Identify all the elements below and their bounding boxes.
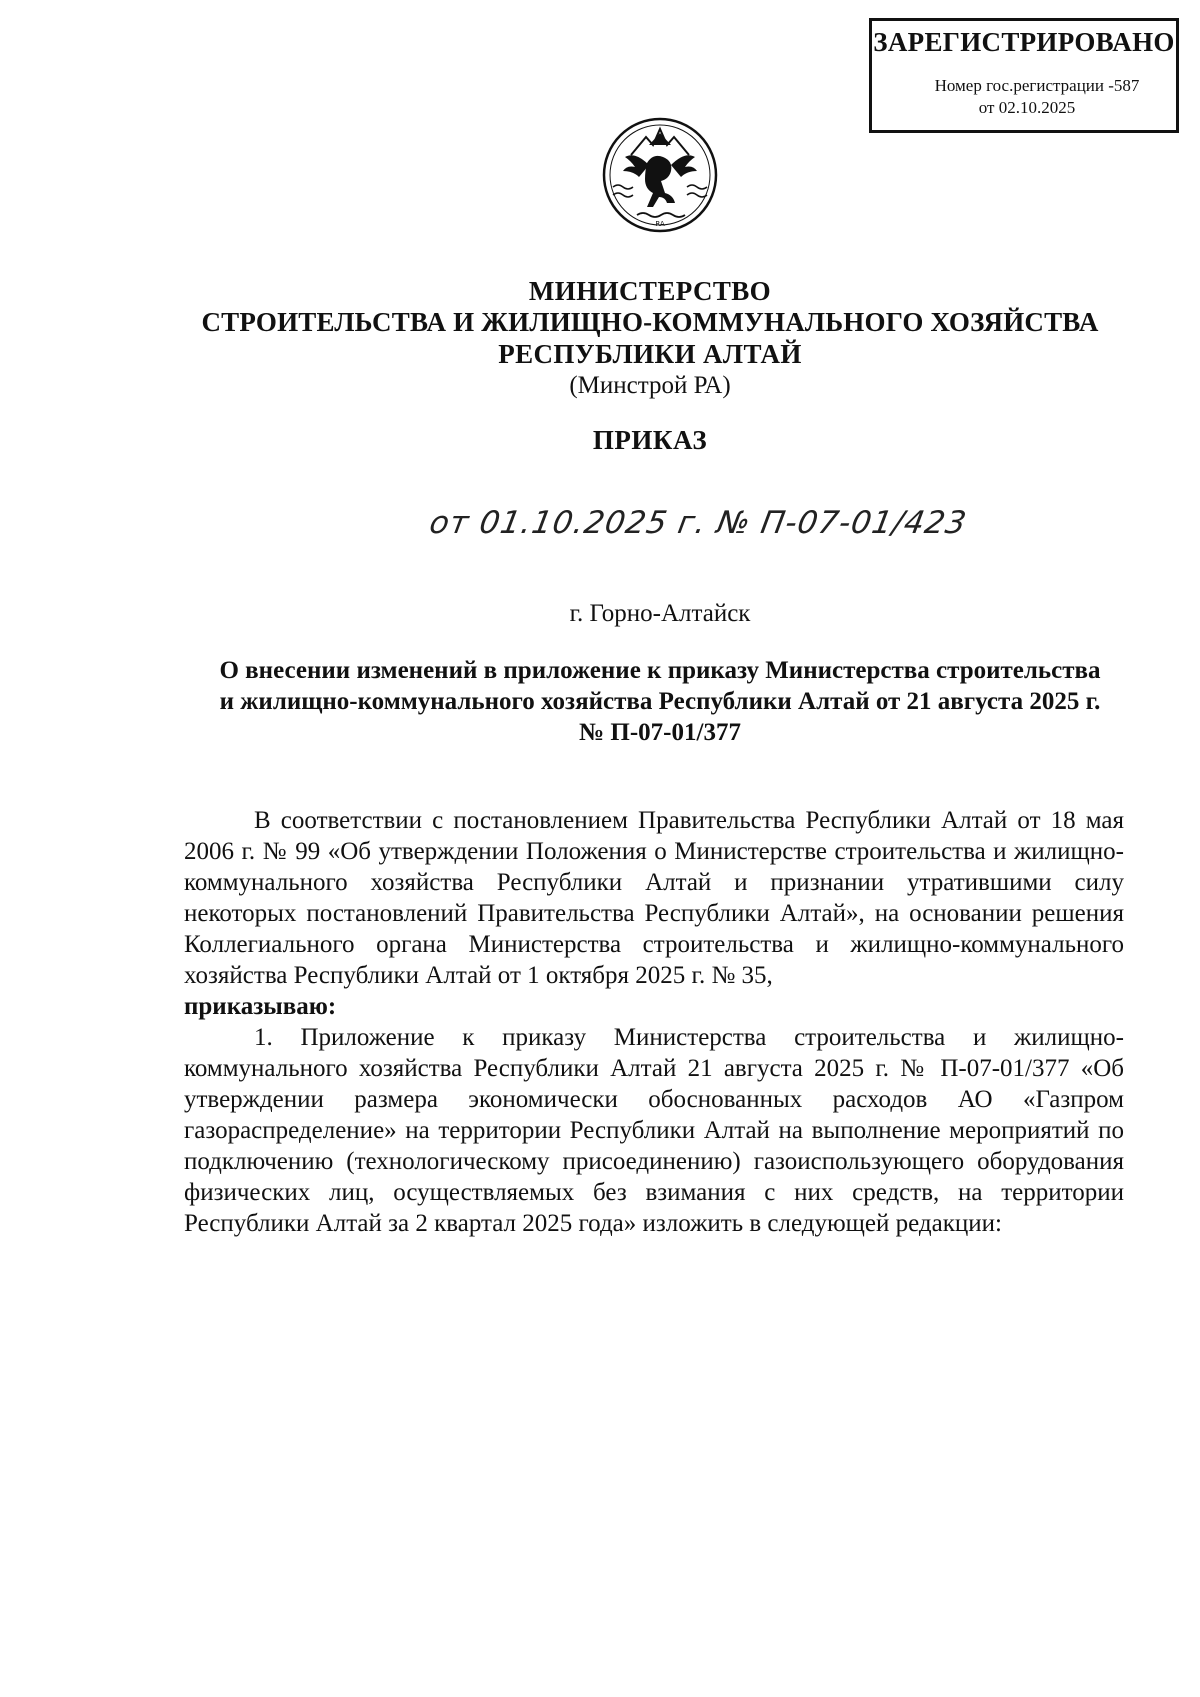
registration-date: от 02.10.2025 <box>978 98 1076 117</box>
preamble-paragraph: В соответствии с постановлением Правительства Республики Алтай от 18 мая 2006 г. № 99 «Об утверждении Положения о Министерстве строительства и жилищно-коммунального хозяйства Республики Алтай и признании утратившими силу некоторых постановлений Правительства Республики Алтай», на основании решения Коллегиального органа Министерства строительства и жилищно-коммунального хозяйства Республики Алтай от 1 октября 2025 г. № 35, <box>184 807 1124 989</box>
handwritten-date-number: от 01.10.2025 г. № П-07-01/423 <box>426 505 970 541</box>
order-subject-line1: О внесении изменений в приложение к приказу Министерства строительства <box>219 657 1101 684</box>
order-word: приказываю: <box>184 993 337 1020</box>
coat-of-arms-icon <box>601 115 719 235</box>
ministry-short-name: (Минстрой РА) <box>569 372 731 399</box>
order-subject-line2: и жилищно-коммунального хозяйства Республики Алтай от 21 августа 2025 г. <box>219 688 1101 715</box>
registration-number: Номер гос.регистрации -587 <box>934 76 1140 95</box>
registration-stamp-title: ЗАРЕГИСТРИРОВАНО <box>873 27 1175 57</box>
order-body <box>184 805 1124 1239</box>
order-subject <box>10 655 1200 748</box>
city-name: г. Горно-Алтайск <box>569 600 751 627</box>
ministry-title-line2: СТРОИТЕЛЬСТВА И ЖИЛИЩНО-КОММУНАЛЬНОГО ХОЗЯЙСТВА <box>201 307 1099 337</box>
registration-stamp <box>869 18 1179 133</box>
order-subject-line3: № П-07-01/377 <box>579 719 741 746</box>
document-type: ПРИКАЗ <box>592 425 708 455</box>
ministry-title-line1: МИНИСТЕРСТВО <box>528 276 772 306</box>
ministry-title-line3: РЕСПУБЛИКИ АЛТАЙ <box>498 339 802 369</box>
order-item-1: 1. Приложение к приказу Министерства строительства и жилищно-коммунального хозяйства Республики Алтай 21 августа 2025 г. № П-07-01/377 «Об утверждении размера экономически обоснованных расходов АО «Газпром газораспределение» на территории Республики Алтай на выполнение мероприятий по подключению (технологическому присоединению) газоиспользующего оборудования физических лиц, осуществляемых без взимания с них средств, на территории Республики Алтай за 2 квартал 2025 года» изложить в следующей редакции: <box>184 1024 1124 1237</box>
svg-text:RA: RA <box>655 220 665 228</box>
